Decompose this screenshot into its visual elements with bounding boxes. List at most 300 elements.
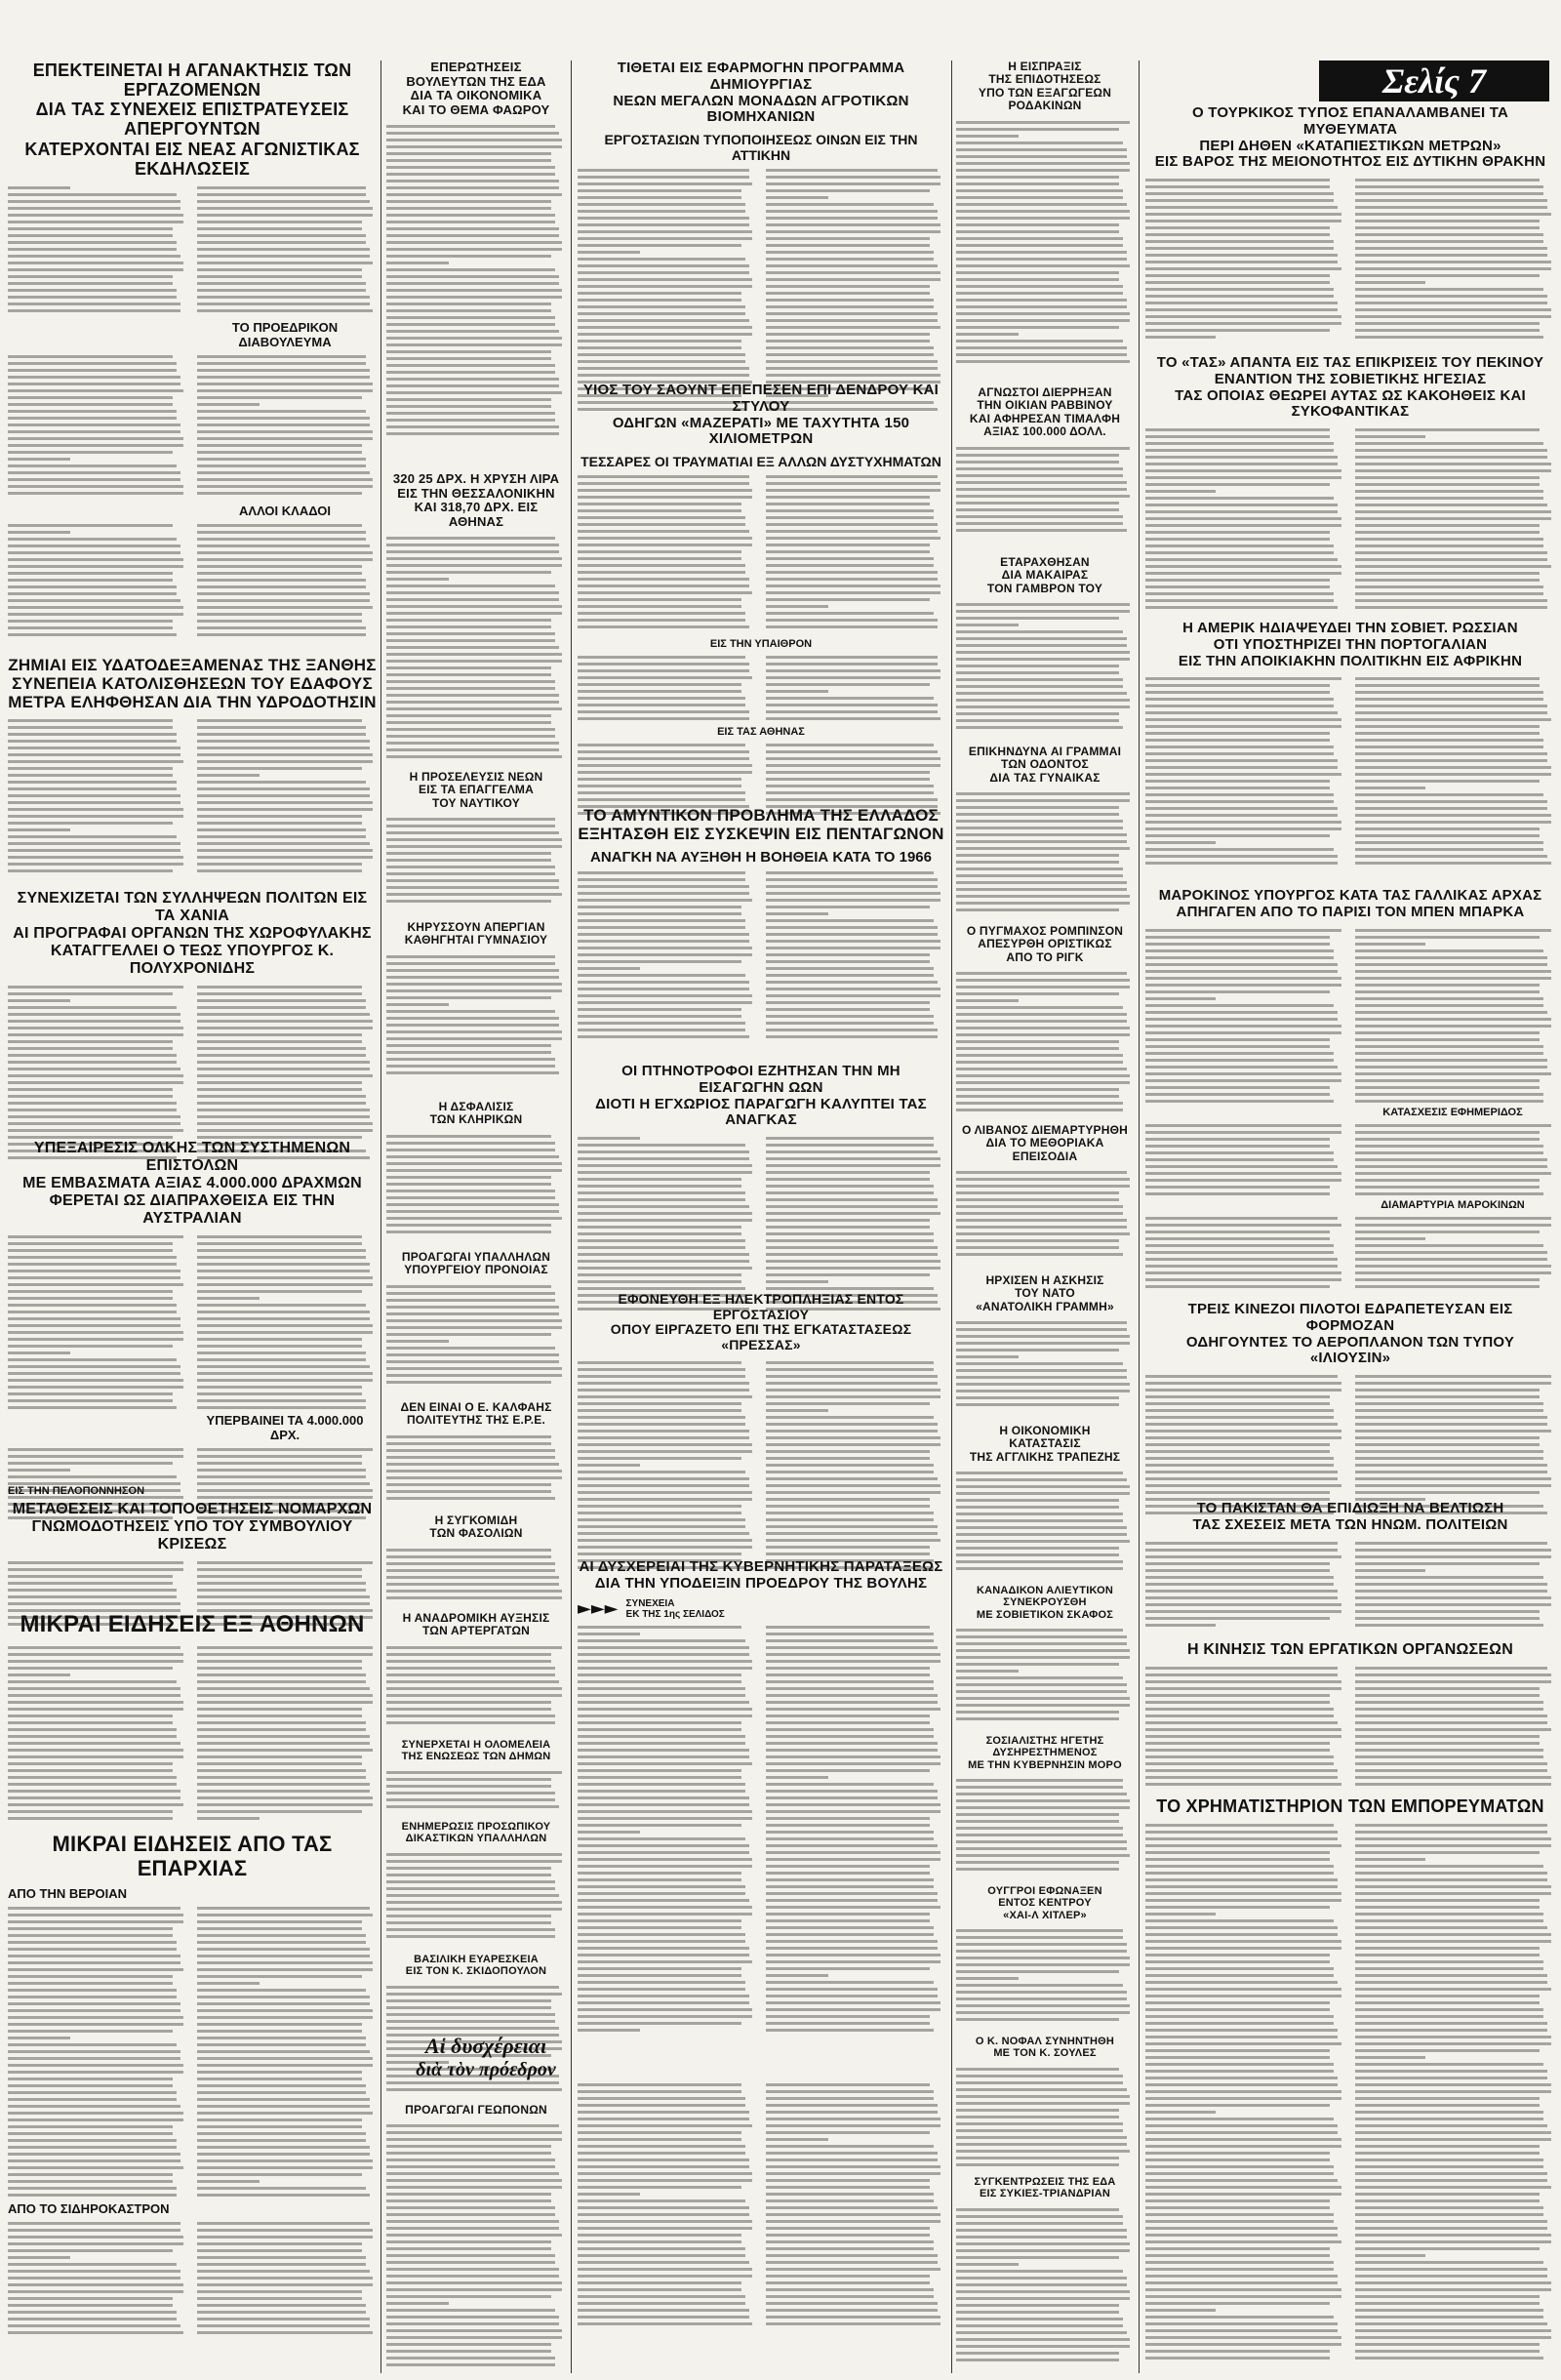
text-line: [956, 312, 1130, 315]
text-line: [1355, 240, 1543, 243]
text-line: [578, 1267, 752, 1270]
text-line: [1145, 261, 1338, 263]
text-line: [197, 2263, 366, 2266]
headline-line: ΒΑΣΙΛΙΚΗ ΕΥΑΡΕΣΚΕΙΑ: [414, 1954, 539, 1965]
text-line: [197, 585, 366, 588]
text-line: [1145, 2309, 1216, 2312]
text-line: [386, 2020, 555, 2023]
text-line: [1355, 2357, 1543, 2360]
text-line: [766, 785, 934, 787]
text-line: [956, 2242, 1130, 2245]
text-line: [956, 1786, 1123, 1789]
text-line: [1145, 684, 1330, 687]
text-line: [766, 1913, 930, 1916]
text-line: [766, 1232, 934, 1235]
text-line: [1145, 1484, 1341, 1487]
headline-line: ΖΗΜΙΑΙ ΕΙΣ ΥΔΑΤΟΔΕΞΑΜΕΝΑΣ ΤΗΣ ΞΑΝΘΗΣ: [8, 656, 377, 674]
article-teachers-strike: [386, 921, 566, 1097]
text-line: [386, 1037, 562, 1040]
text-line: [197, 524, 362, 527]
text-line: [386, 1908, 562, 1911]
text-line: [1145, 524, 1341, 527]
text-line: [766, 1749, 938, 1752]
text-line: [766, 2152, 938, 2155]
text-line: [8, 579, 173, 582]
text-line: [1145, 579, 1330, 582]
text-line: [197, 740, 370, 743]
text-line: [1145, 1926, 1338, 1929]
headline-line: ΜΕ ΣΟΒΙΕΤΙΚΟΝ ΣΚΑΦΟΣ: [976, 1608, 1114, 1621]
text-line: [766, 1878, 934, 1881]
text-line: [386, 425, 559, 428]
text-line: [1355, 1824, 1547, 1827]
text-line: [956, 2318, 1123, 2320]
text-line: [8, 1803, 183, 1806]
text-line: [8, 234, 173, 237]
text-line: [1145, 949, 1334, 952]
text-line: [578, 1436, 749, 1439]
text-line: [386, 735, 555, 738]
text-line: [578, 1212, 752, 1215]
text-line: [197, 1235, 362, 1238]
text-line: [578, 750, 749, 753]
headline-line: Η ΚΙΝΗΣΙΣ ΤΩΝ ΕΡΓΑΤΙΚΩΝ ΟΡΓΑΝΩΣΕΩΝ: [1187, 1641, 1513, 1658]
text-line: [1145, 504, 1338, 506]
text-line: [1355, 2158, 1543, 2161]
headline-line: Η ΟΙΚΟΝΟΜΙΚΗ: [999, 1424, 1091, 1437]
text-line: [956, 1813, 1119, 1816]
text-line: [578, 2015, 752, 2018]
text-line: [578, 1505, 741, 1508]
text-line: [8, 221, 183, 223]
text-line: [1145, 1906, 1330, 1909]
text-line: [1355, 1555, 1551, 1558]
text-line: [1145, 2001, 1330, 2004]
text-line: [197, 2311, 366, 2314]
text-line: [8, 444, 183, 447]
text-line: [197, 2180, 260, 2183]
text-line: [1145, 1217, 1338, 1220]
text-line: [1145, 1755, 1334, 1758]
text-line: [578, 1471, 745, 1473]
text-line: [578, 1646, 749, 1649]
text-line: [578, 2254, 745, 2257]
text-line: [8, 999, 70, 1002]
continuation-label-line: ΕΚ ΤΗΣ 1ης ΣΕΛΙΔΟΣ: [625, 1608, 725, 1620]
text-line: [1355, 1728, 1551, 1731]
text-line: [197, 2153, 370, 2156]
text-line: [766, 771, 930, 774]
text-line: [197, 241, 366, 244]
text-line: [197, 869, 362, 872]
text-line: [1355, 1596, 1551, 1599]
headline-line: ΕΝΤΟΣ ΚΕΝΤΡΟΥ: [998, 1897, 1092, 1910]
text-line: [766, 953, 930, 956]
text-line: [386, 585, 555, 587]
headline: [386, 921, 566, 948]
text-line: [578, 1015, 741, 1018]
headline-line: ΑΙ ΔΥΣΧΕΡΕΙΑΙ ΤΗΣ ΚΥΒΕΡΝΗΤΙΚΗΣ ΠΑΡΑΤΑΞΕΩΣ: [579, 1558, 943, 1575]
text-line: [8, 1136, 173, 1139]
text-line: [1355, 1484, 1551, 1487]
text-line: [578, 2261, 749, 2264]
article-peaches-subsidy: [956, 61, 1134, 383]
text-line: [386, 1196, 555, 1199]
text-line: [956, 1212, 1123, 1215]
headline-line: ΟΤΙ ΥΠΟΣΤΗΡΙΖΕΙ ΤΗΝ ΠΟΡΤΟΓΑΛΙΑΝ: [1213, 635, 1488, 653]
text-line: [766, 1150, 938, 1153]
text-line: [1145, 2240, 1341, 2243]
text-line: [386, 893, 562, 896]
text-line: [386, 2275, 559, 2278]
text-line: [956, 2011, 1130, 2014]
text-line: [1355, 691, 1543, 694]
text-line: [1355, 2131, 1551, 2134]
text-line: [1145, 1954, 1330, 1956]
headline-line: ΕΙΣ ΒΑΡΟΣ ΤΗΣ ΜΕΙΟΝΟΤΗΤΟΣ ΕΙΣ ΔΥΤΙΚΗΝ ΘΡΑΚΗΝ: [1154, 153, 1546, 171]
text-line: [8, 1582, 173, 1585]
text-line: [1145, 2247, 1330, 2250]
article-body: [386, 953, 566, 1080]
text-line: [956, 1991, 1127, 1994]
text-line: [197, 2173, 362, 2176]
article-body: [386, 2122, 566, 2366]
text-line: [766, 2281, 930, 2284]
text-line: [578, 1714, 752, 1717]
text-line: [766, 2131, 930, 2134]
article-body: [8, 1233, 377, 1409]
text-line: [197, 200, 370, 203]
text-line: [1355, 1769, 1547, 1772]
text-line: [578, 176, 749, 179]
text-line: [386, 1017, 559, 1020]
text-line: [1145, 1776, 1338, 1779]
text-line: [766, 1824, 930, 1827]
text-line: [766, 489, 941, 492]
text-line: [956, 867, 1123, 870]
text-line: [1145, 827, 1341, 830]
text-line: [197, 1317, 370, 1320]
text-line: [1355, 1145, 1543, 1148]
text-line: [8, 2304, 173, 2307]
text-line: [766, 1450, 930, 1453]
headline-line: Η ΑΜΕΡΙΚ ΗΔΙΑΨΕΥΔΕΙ ΤΗΝ ΣΟΒΙΕΤ. ΡΩΣΣΙΑΝ: [1182, 620, 1518, 636]
text-line: [956, 1861, 1119, 1864]
text-line: [197, 1304, 366, 1307]
text-line: [197, 410, 366, 413]
text-line: [1355, 456, 1547, 459]
text-line: [1145, 1878, 1338, 1881]
text-line: [386, 578, 449, 581]
text-line: [197, 1081, 362, 1084]
text-line: [956, 1369, 1127, 1372]
text-line: [197, 1392, 362, 1395]
text-line: [8, 869, 173, 872]
text-line: [578, 912, 741, 915]
subheading: ΕΙΣ ΤΗΝ ΠΕΛΟΠΟΝΝΗΣΟΝ: [8, 1485, 145, 1497]
text-line: [1145, 1981, 1338, 1984]
text-line: [386, 564, 562, 567]
text-line: [766, 2309, 938, 2312]
text-line: [8, 207, 180, 210]
text-line: [1355, 2275, 1547, 2278]
text-line: [8, 1040, 173, 1043]
text-line: [8, 801, 180, 804]
headline-line: ΟΔΗΓΩΝ «ΜΑΖΕΡΑΤΙ» ΜΕ ΤΑΧΥΤΗΤΑ 150 ΧΙΛΙΟΜΕΤΡΩΝ: [612, 414, 910, 448]
text-line: [766, 1553, 930, 1555]
text-line: [1145, 1960, 1330, 1963]
text-line: [1145, 807, 1338, 810]
headline-line: Ο ΤΟΥΡΚΙΚΟΣ ΤΥΠΟΣ ΕΠΑΝΑΛΑΜΒΑΝΕΙ ΤΑ ΜΥΘΕΥΜΑΤΑ: [1192, 104, 1508, 138]
text-line: [1355, 2001, 1540, 2004]
text-line: [766, 663, 938, 666]
text-line: [956, 2157, 1119, 2159]
text-line: [197, 1796, 373, 1799]
text-line: [766, 2145, 934, 2148]
text-line: [197, 1595, 370, 1598]
text-line: [386, 1999, 551, 2002]
text-line: [1145, 2063, 1334, 2066]
headline: [956, 556, 1134, 595]
text-line: [1145, 1569, 1330, 1572]
text-line: [8, 268, 183, 271]
text-line: [197, 1646, 373, 1649]
text-line: [766, 885, 938, 888]
text-line: [1355, 793, 1543, 796]
text-line: [1355, 1172, 1551, 1175]
text-line: [766, 2165, 941, 2168]
article-body: [8, 984, 377, 1159]
text-line: [8, 1667, 173, 1670]
text-line: [956, 467, 1123, 470]
text-line: [766, 1844, 938, 1847]
text-line: [197, 558, 373, 561]
text-line: [578, 967, 640, 970]
text-line: [8, 1081, 183, 1084]
text-line: [197, 492, 362, 495]
headline: [578, 61, 944, 126]
text-line: [1355, 2070, 1547, 2073]
text-line: [1355, 990, 1540, 993]
text-line: [197, 1109, 370, 1111]
text-line: [386, 2172, 559, 2175]
text-line: [956, 1081, 1130, 1084]
text-line: [8, 2194, 177, 2197]
text-line: [1355, 2186, 1551, 2189]
article-body: [578, 1624, 944, 2034]
text-line: [1145, 2145, 1341, 2148]
text-line: [766, 2172, 941, 2175]
text-line: [197, 2146, 370, 2149]
text-line: [8, 282, 173, 285]
text-line: [956, 658, 1130, 661]
text-line: [1355, 2288, 1551, 2291]
text-line: [8, 733, 177, 736]
text-line: [956, 2345, 1130, 2348]
text-line: [1145, 1138, 1330, 1141]
text-line: [1355, 2247, 1540, 2250]
text-line: [8, 1769, 173, 1772]
text-line: [956, 1335, 1130, 1338]
text-line: [386, 1694, 562, 1697]
text-line: [8, 1317, 180, 1320]
text-line: [578, 981, 749, 984]
text-line: [197, 1351, 366, 1354]
text-line: [956, 346, 1127, 349]
text-line: [956, 135, 1019, 138]
text-line: [1145, 2138, 1341, 2141]
text-line: [8, 1646, 180, 1649]
text-line: [766, 791, 934, 794]
headline-line: ΣΥΝΕΚΡΟΥΣΘΗ: [1003, 1596, 1087, 1609]
headline-line: Η ΣΥΓΚΟΜΙΔΗ: [434, 1513, 518, 1527]
text-line: [8, 424, 180, 426]
text-line: [1355, 572, 1540, 575]
text-line: [197, 417, 370, 420]
text-line: [197, 268, 362, 271]
text-line: [766, 2124, 941, 2127]
text-line: [956, 1567, 1123, 1570]
text-line: [8, 492, 183, 495]
text-line: [766, 278, 941, 281]
text-line: [766, 1906, 941, 1909]
text-line: [8, 849, 180, 852]
text-line: [8, 2256, 70, 2259]
text-line: [8, 613, 183, 616]
article-lebanon-protest: [956, 1124, 1134, 1271]
text-line: [197, 1115, 370, 1118]
text-line: [386, 1435, 551, 1438]
text-line: [386, 384, 559, 387]
text-line: [956, 726, 1123, 729]
headline: [956, 1735, 1134, 1771]
text-line: [8, 1975, 173, 1978]
text-line: [956, 251, 1127, 254]
text-line: [766, 1680, 934, 1683]
headline-line: ΥΠΕΞΑΙΡΕΣΙΣ ΟΛΚΗΣ ΤΩΝ ΣΥΣΤΗΜΕΝΩΝ ΕΠΙΣΤΟΛΩΝ: [33, 1140, 351, 1174]
text-line: [197, 1735, 370, 1738]
text-line: [197, 485, 373, 488]
text-line: [8, 524, 173, 527]
text-line: [578, 305, 745, 308]
text-line: [956, 799, 1130, 802]
text-line: [956, 1095, 1119, 1098]
text-line: [766, 585, 941, 587]
text-line: [8, 1033, 183, 1036]
text-line: [1355, 2240, 1551, 2243]
text-line: [386, 2199, 551, 2202]
text-line: [578, 1831, 640, 1834]
text-line: [1145, 497, 1334, 500]
text-line: [197, 1406, 366, 1409]
text-line: [197, 1013, 370, 1016]
text-line: [766, 2090, 934, 2093]
text-line: [1355, 732, 1540, 735]
text-line: [8, 1735, 177, 1738]
text-line: [578, 1940, 745, 1943]
text-line: [197, 2043, 366, 2046]
text-line: [1355, 752, 1547, 755]
text-line: [956, 908, 1119, 911]
text-line: [386, 742, 559, 745]
text-line: [766, 710, 938, 713]
article-defense-problem: [578, 806, 944, 1060]
text-line: [1145, 1158, 1334, 1161]
text-line: [1145, 2049, 1330, 2052]
article-chinese-pilots: [1145, 1302, 1555, 1497]
text-line: [1355, 773, 1551, 776]
text-line: [1145, 531, 1330, 534]
text-line: [1145, 1025, 1341, 1028]
text-line: [386, 303, 551, 305]
text-line: [1355, 247, 1547, 250]
text-line: [578, 785, 741, 787]
text-line: [197, 1680, 366, 1683]
text-line: [956, 1499, 1119, 1502]
text-line: [8, 2311, 177, 2314]
text-line: [956, 141, 1123, 144]
article-body: [8, 184, 377, 316]
headline: [956, 61, 1134, 113]
text-line: [197, 2159, 373, 2162]
text-line: [956, 210, 1130, 213]
text-line: [386, 818, 555, 821]
text-line: [766, 2104, 938, 2107]
text-line: [197, 1582, 366, 1585]
headline: [386, 2104, 566, 2117]
text-line: [8, 1996, 177, 1998]
text-line: [1145, 2329, 1338, 2332]
text-line: [578, 1239, 745, 1242]
text-line: [956, 522, 1123, 525]
text-line: [578, 1464, 640, 1467]
text-line: [578, 2186, 741, 2189]
text-line: [1355, 1913, 1543, 1916]
text-line: [766, 503, 930, 505]
text-line: [956, 1956, 1130, 1959]
headline-line: ΑΙ ΠΡΟΓΡΑΦΑΙ ΟΡΓΑΝΩΝ ΤΗΣ ΧΩΡΟΦΥΛΑΚΗΣ: [13, 924, 372, 942]
text-line: [1145, 308, 1338, 311]
text-line: [766, 550, 930, 553]
text-line: [1355, 821, 1551, 824]
text-line: [956, 2150, 1130, 2153]
text-line: [197, 369, 370, 372]
text-line: [578, 1443, 752, 1446]
text-line: [386, 1583, 559, 1586]
text-line: [386, 2131, 562, 2134]
text-line: [1355, 1562, 1540, 1565]
text-line: [956, 1711, 1119, 1714]
text-line: [8, 2139, 177, 2142]
text-line: [1145, 2227, 1338, 2230]
text-line: [386, 2013, 555, 2016]
text-line: [1145, 1052, 1334, 1055]
text-line: [1355, 1477, 1551, 1480]
headline-line: ΤΗΣ ΕΠΙΔΟΤΗΣΕΩΣ: [988, 72, 1101, 87]
text-line: [1145, 2097, 1341, 2100]
text-line: [766, 960, 930, 963]
text-line: [386, 1162, 562, 1165]
text-line: [1355, 1230, 1540, 1233]
text-line: [197, 2236, 373, 2239]
text-line: [766, 988, 941, 990]
text-line: [1145, 1172, 1341, 1175]
text-line: [578, 1981, 745, 1984]
text-line: [578, 1885, 745, 1888]
text-line: [956, 2215, 1123, 2218]
text-line: [1355, 1940, 1551, 1943]
text-line: [956, 230, 1119, 233]
